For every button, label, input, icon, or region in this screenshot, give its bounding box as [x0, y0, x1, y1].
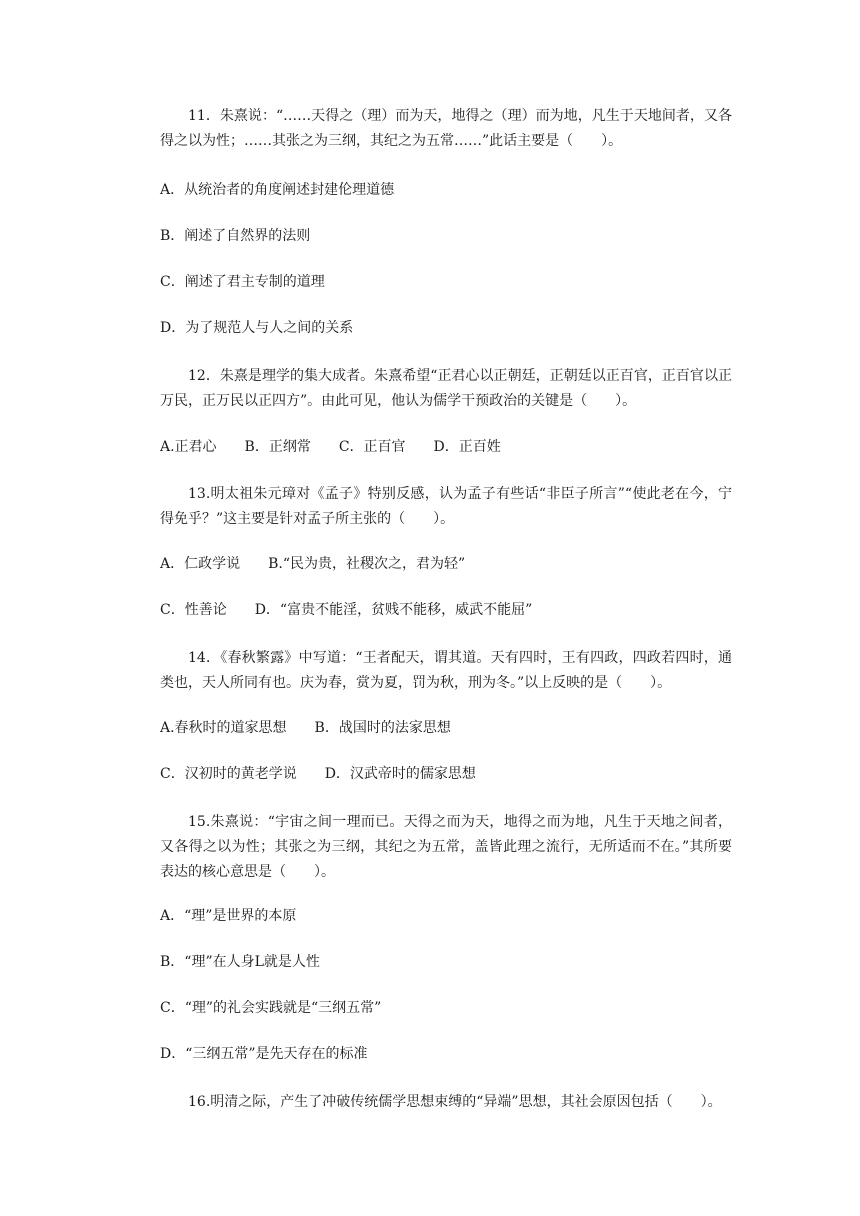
question-16-stem: 16.明清之际，产生了冲破传统儒学思想束缚的“异端”思想，其社会原因包括（ ）。	[188, 1094, 722, 1110]
question-13-options-ab: A．仁政学说 B.“民为贵，社稷次之，君为轻”	[160, 556, 466, 572]
question-15-option-d: D．“三纲五常”是先天存在的标准	[160, 1046, 368, 1062]
question-11-stem: 11．朱熹说：“……天得之（理）而为天，地得之（理）而为地，凡生于天地间者，又各得之以为性；……其张之为三纲，其纪之为五常……”此话主要是（ ）。	[160, 108, 732, 149]
question-11-option-d: D．为了规范人与人之间的关系	[160, 320, 354, 336]
question-15-option-a: A．“理”是世界的本原	[160, 908, 297, 924]
question-11-option-a: A．从统治者的角度阐述封建伦理道德	[160, 182, 395, 198]
question-13-stem: 13.明太祖朱元璋对《孟子》特别反感，认为孟子有些话“非臣子所言”“使此老在今，宁得免乎？”这主要是针对孟子所主张的（ ）。	[160, 486, 732, 527]
question-13-options-cd: C．性善论 D．“富贵不能淫，贫贱不能移，威武不能屈”	[160, 602, 533, 618]
question-14-stem: 14．《春秋繁露》中写道：“王者配天，谓其道。天有四时，王有四政，四政若四时，通类也，天人所同有也。庆为春，赏为夏，罚为秋，刑为冬。”以上反映的是（ ）。	[160, 650, 732, 691]
question-12-options: A.正君心 B．正纲常 C．正百官 D．正百姓	[160, 439, 501, 455]
question-15-option-b: B．“理”在人身L就是人性	[160, 954, 320, 970]
question-15-option-c: C．“理”的礼会实践就是“三纲五常”	[160, 1000, 382, 1016]
question-15-stem: 15.朱熹说：“宇宙之间一理而已。天得之而为天，地得之而为地，凡生于天地之间者，又各得之以为性；其张之为三纲，其纪之为五常，盖皆此理之流行，无所适而不在。”其所要表达的核心意思是（ ）。	[160, 814, 732, 880]
question-11-option-c: C．阐述了君主专制的道理	[160, 274, 325, 290]
question-14-options-ab: A.春秋时的道家思想 B．战国时的法家思想	[160, 720, 451, 736]
question-11-option-b: B．阐述了自然界的法则	[160, 228, 311, 244]
question-12-stem: 12．朱熹是理学的集大成者。朱熹希望“正君心以正朝廷，正朝廷以正百官，正百官以正万民，正万民以正四方”。由此可见，他认为儒学干预政治的关键是（ ）。	[160, 368, 732, 409]
question-14-options-cd: C．汉初时的黄老学说 D．汉武帝时的儒家思想	[160, 766, 476, 782]
